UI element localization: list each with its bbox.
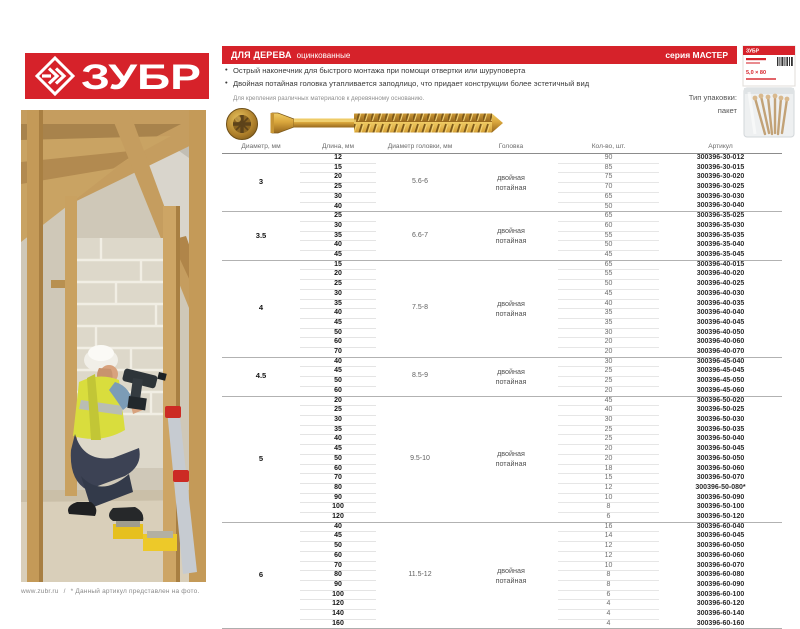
length-cell: 160: [332, 619, 344, 627]
head-type-cell: двойная потайная: [495, 449, 527, 469]
length-cell: 40: [300, 435, 376, 445]
article-cell: 300396-50-040: [696, 435, 745, 443]
quantity-cell: 50: [558, 241, 659, 251]
screw-image: [224, 102, 509, 144]
spec-group-diameter-3: [222, 154, 782, 212]
article-cell: 300396-40-015: [696, 260, 745, 268]
article-cell: 300396-40-070: [696, 347, 745, 355]
length-cell: 20: [300, 270, 376, 280]
length-cell: 25: [300, 212, 376, 222]
article-cell: 300396-35-045: [696, 250, 745, 258]
length-cell: 80: [300, 571, 376, 581]
quantity-cell: 85: [558, 163, 659, 173]
footnote: * Данный артикул представлен на фото.: [70, 588, 200, 595]
head-diameter-cell: 9.5-10: [410, 454, 430, 462]
length-cell: 60: [300, 551, 376, 561]
article-cell: 300396-60-060: [696, 551, 745, 559]
length-cell: 140: [300, 610, 376, 620]
length-cell: 20: [300, 173, 376, 183]
article-cell: 300396-50-090: [696, 493, 745, 501]
head-diameter-cell: 7.5-8: [412, 304, 428, 312]
length-cell: 50: [300, 454, 376, 464]
length-cell: 30: [300, 221, 376, 231]
article-cell: 300396-60-040: [696, 522, 745, 530]
article-cell: 300396-35-030: [696, 221, 745, 229]
package-photo: [741, 46, 797, 138]
quantity-cell: 4: [558, 610, 659, 620]
spec-table-container: [222, 140, 782, 629]
feature-item: • Двойная потайная головка утапливается заподлицо, что придает конструкции более эстетичный вид: [224, 79, 734, 88]
section-title: ДЛЯ ДЕРЕВА: [231, 50, 292, 60]
length-cell: 12: [300, 154, 376, 164]
packaging-label: Тип упаковки:: [688, 93, 737, 102]
length-cell: 15: [300, 260, 376, 270]
length-cell: 100: [300, 590, 376, 600]
quantity-cell: 4: [606, 619, 611, 627]
head-type-cell: двойная потайная: [495, 565, 527, 585]
quantity-cell: 12: [558, 551, 659, 561]
length-cell: 40: [334, 202, 342, 210]
head-type-cell: двойная потайная: [495, 366, 527, 386]
article-cell: 300396-40-035: [696, 299, 745, 307]
length-cell: 45: [300, 367, 376, 377]
diameter-cell: 3.5: [255, 230, 267, 240]
col-head-type: Головка: [464, 140, 558, 154]
article-cell: 300396-50-070: [696, 474, 745, 482]
article-cell: 300396-30-040: [696, 202, 745, 210]
article-cell: 300396-50-080*: [695, 483, 746, 491]
application-note: Для крепления различных материалов к деревянному основанию.: [233, 95, 425, 102]
packaging-info: [560, 92, 737, 118]
quantity-cell: 12: [558, 483, 659, 493]
length-cell: 45: [334, 251, 342, 259]
diameter-cell: 3: [258, 177, 264, 187]
table-row: [222, 396, 782, 406]
article-cell: 300396-40-040: [696, 309, 745, 317]
length-cell: 25: [300, 183, 376, 193]
table-row: [222, 357, 782, 367]
quantity-cell: 65: [558, 192, 659, 202]
quantity-cell: 10: [558, 493, 659, 503]
article-cell: 300396-50-100: [696, 503, 745, 511]
table-row: [222, 154, 782, 164]
spec-group-diameter-5: [222, 396, 782, 522]
quantity-cell: 16: [558, 522, 659, 532]
diameter-cell: 4: [258, 303, 264, 313]
length-cell: 45: [300, 445, 376, 455]
quantity-cell: 55: [558, 231, 659, 241]
article-cell: 300396-60-050: [696, 542, 745, 550]
length-cell: 25: [300, 406, 376, 416]
quantity-cell: 45: [558, 396, 659, 406]
article-cell: 300396-40-050: [696, 328, 745, 336]
quantity-cell: 20: [604, 348, 613, 356]
head-diameter-cell: 6.6-7: [412, 231, 428, 239]
head-type-cell: двойная потайная: [495, 299, 527, 318]
quantity-cell: 90: [558, 154, 659, 164]
quantity-cell: 65: [558, 260, 659, 270]
article-cell: 300396-30-025: [696, 183, 745, 191]
article-cell: 300396-35-025: [696, 212, 745, 220]
length-cell: 15: [300, 163, 376, 173]
footer-separator: /: [63, 588, 66, 595]
quantity-cell: 25: [558, 435, 659, 445]
length-cell: 120: [300, 600, 376, 610]
article-cell: 300396-45-040: [696, 358, 745, 366]
quantity-cell: 14: [558, 532, 659, 542]
quantity-cell: 50: [604, 202, 613, 210]
article-cell: 300396-40-060: [696, 338, 745, 346]
package-brand-text: ЗУБР: [746, 48, 759, 55]
quantity-cell: 30: [558, 328, 659, 338]
quantity-cell: 40: [558, 299, 659, 309]
quantity-cell: 25: [558, 367, 659, 377]
length-cell: 60: [300, 338, 376, 348]
table-header-row: [222, 140, 782, 154]
length-cell: 40: [300, 357, 376, 367]
quantity-cell: 30: [558, 415, 659, 425]
length-cell: 100: [300, 503, 376, 513]
length-cell: 30: [300, 289, 376, 299]
quantity-cell: 15: [558, 474, 659, 484]
quantity-cell: 6: [558, 590, 659, 600]
quantity-cell: 25: [558, 425, 659, 435]
section-header-bar: [222, 46, 737, 64]
length-cell: 40: [300, 522, 376, 532]
head-diameter-cell: 11.5-12: [408, 571, 432, 579]
article-cell: 300396-60-080: [696, 571, 745, 579]
table-row: [222, 522, 782, 532]
quantity-cell: 18: [558, 464, 659, 474]
length-cell: 35: [300, 425, 376, 435]
article-cell: 300396-50-025: [696, 406, 745, 414]
article-cell: 300396-40-045: [696, 318, 745, 326]
quantity-cell: 50: [558, 280, 659, 290]
screw-head-front-icon: [227, 109, 258, 140]
article-cell: 300396-30-020: [696, 173, 745, 181]
article-cell: 300396-60-090: [696, 580, 745, 588]
length-cell: 30: [300, 192, 376, 202]
quantity-cell: 75: [558, 173, 659, 183]
article-cell: 300396-50-020: [696, 396, 745, 404]
article-cell: 300396-50-035: [696, 425, 745, 433]
article-cell: 300396-50-060: [696, 464, 745, 472]
col-article: Артикул: [659, 140, 782, 154]
article-cell: 300396-60-045: [696, 532, 745, 540]
diameter-cell: 4.5: [255, 371, 267, 381]
spec-table: [222, 140, 782, 629]
col-head-diameter: Диаметр головки, мм: [376, 140, 464, 154]
zubr-logo-text: ЗУБР: [81, 58, 201, 97]
article-cell: 300396-45-045: [696, 367, 745, 375]
length-cell: 60: [300, 464, 376, 474]
length-cell: 90: [300, 493, 376, 503]
article-cell: 300396-60-120: [696, 600, 745, 608]
spec-group-diameter-6: [222, 522, 782, 629]
article-cell: 300396-45-060: [696, 386, 745, 394]
length-cell: 45: [300, 532, 376, 542]
diameter-cell: 5: [258, 453, 264, 463]
zubr-logo-graphic: [25, 53, 209, 99]
article-cell: 300396-50-050: [696, 454, 745, 462]
length-cell: 25: [300, 280, 376, 290]
spec-group-diameter-3.5: [222, 212, 782, 261]
article-cell: 300396-30-030: [696, 192, 745, 200]
quantity-cell: 45: [558, 289, 659, 299]
quantity-cell: 45: [604, 251, 613, 259]
length-cell: 80: [300, 483, 376, 493]
length-cell: 50: [300, 377, 376, 387]
length-cell: 35: [300, 231, 376, 241]
series-label: серия МАСТЕР: [665, 50, 728, 60]
quantity-cell: 12: [558, 542, 659, 552]
quantity-cell: 35: [558, 309, 659, 319]
length-cell: 50: [300, 328, 376, 338]
article-cell: 300396-40-030: [696, 289, 745, 297]
length-cell: 60: [334, 386, 342, 394]
length-cell: 70: [334, 348, 342, 356]
article-cell: 300396-60-140: [696, 610, 745, 618]
table-row: [222, 212, 782, 222]
article-cell: 300396-40-020: [696, 270, 745, 278]
spec-group-diameter-4.5: [222, 357, 782, 396]
head-type-cell: двойная потайная: [495, 172, 527, 192]
quantity-cell: 8: [558, 571, 659, 581]
article-cell: 300396-40-025: [696, 280, 745, 288]
length-cell: 70: [300, 474, 376, 484]
article-cell: 300396-50-120: [696, 512, 745, 520]
feature-list: [224, 66, 734, 92]
quantity-cell: 60: [558, 221, 659, 231]
article-cell: 300396-50-045: [696, 445, 745, 453]
col-diameter: Диаметр, мм: [222, 140, 300, 154]
length-cell: 45: [300, 318, 376, 328]
article-cell: 300396-30-015: [696, 163, 745, 171]
screw-side-view: [271, 113, 504, 133]
diameter-cell: 6: [258, 570, 264, 580]
col-quantity: Кол-во, шт.: [558, 140, 659, 154]
head-diameter-cell: 5.6-6: [412, 178, 428, 186]
quantity-cell: 35: [558, 318, 659, 328]
head-diameter-cell: 8.5-9: [412, 372, 428, 380]
quantity-cell: 4: [558, 600, 659, 610]
quantity-cell: 30: [558, 357, 659, 367]
length-cell: 40: [300, 241, 376, 251]
website-link[interactable]: www.zubr.ru: [21, 588, 59, 595]
quantity-cell: 20: [558, 445, 659, 455]
spec-group-diameter-4: [222, 260, 782, 357]
package-size-text: 5,0 × 80: [746, 70, 767, 76]
table-row: [222, 260, 782, 270]
quantity-cell: 70: [558, 183, 659, 193]
article-cell: 300396-35-035: [696, 231, 745, 239]
article-cell: 300396-30-012: [696, 154, 745, 162]
article-cell: 300396-45-050: [696, 377, 745, 385]
quantity-cell: 65: [558, 212, 659, 222]
length-cell: 35: [300, 299, 376, 309]
head-type-cell: двойная потайная: [495, 226, 527, 245]
length-cell: 50: [300, 542, 376, 552]
packaging-value: пакет: [717, 105, 737, 115]
article-cell: 300396-50-030: [696, 415, 745, 423]
quantity-cell: 10: [558, 561, 659, 571]
length-cell: 20: [300, 396, 376, 406]
article-cell: 300396-35-040: [696, 241, 745, 249]
col-length: Длина, мм: [300, 140, 376, 154]
length-cell: 70: [300, 561, 376, 571]
article-cell: 300396-60-160: [696, 619, 745, 627]
length-cell: 40: [300, 309, 376, 319]
feature-item: • Острый наконечник для быстрого монтажа при помощи отвертки или шуруповерта: [224, 66, 734, 75]
article-cell: 300396-60-070: [696, 561, 745, 569]
length-cell: 30: [300, 415, 376, 425]
worker-photo: [21, 110, 206, 582]
section-subtitle: оцинкованные: [296, 50, 351, 60]
zubr-logo: [25, 53, 209, 99]
length-cell: 90: [300, 580, 376, 590]
quantity-cell: 8: [558, 503, 659, 513]
quantity-cell: 40: [558, 406, 659, 416]
quantity-cell: 8: [558, 580, 659, 590]
length-cell: 120: [332, 513, 344, 521]
article-cell: 300396-60-100: [696, 590, 745, 598]
quantity-cell: 20: [558, 338, 659, 348]
quantity-cell: 25: [558, 377, 659, 387]
quantity-cell: 55: [558, 270, 659, 280]
quantity-cell: 6: [606, 513, 611, 521]
quantity-cell: 20: [558, 454, 659, 464]
quantity-cell: 20: [604, 386, 613, 394]
page-footer: [21, 588, 202, 595]
